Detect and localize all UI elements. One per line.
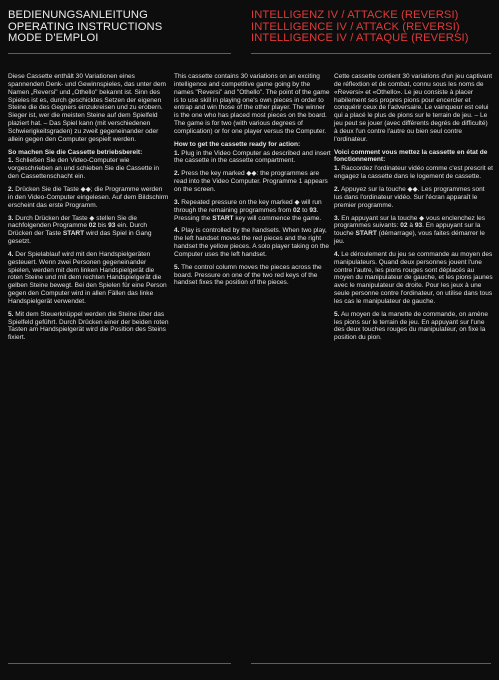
step-2 <box>334 186 493 210</box>
top-rule-left <box>8 53 231 54</box>
step-4 <box>334 251 493 306</box>
step-number: 5. <box>8 310 14 318</box>
step-text: Plug in the Video Computer as described and insert the cassette in the cassette compartment. <box>174 149 331 165</box>
intro-text: Cette cassette contient 30 variations d'un jeu captivant de réflextion et de combat, connu sous les noms de «Reversi» et «Othello». Le jeu consiste à placer habilement ses propres pions pour encercler et conquérir ceux de l'adversaire. Le vainqueur est celui qui a placé le plus de pions sur le terrain de jeu. – Le jeu peut se jouer (avec différents degrés de difficulté) à deux l'un contre l'autre ou bien seul contre l'ordinateur. <box>334 73 493 143</box>
step-5 <box>8 311 169 342</box>
step-1 <box>334 165 493 181</box>
step-number: 1. <box>174 149 180 157</box>
step-3 <box>8 215 169 246</box>
step-3 <box>334 215 493 246</box>
step-number: 2. <box>334 185 340 193</box>
step-4 <box>8 251 169 306</box>
step-text: Play is controlled by the handsets. When two play, the left handset moves the red pieces and the right handset the yellow pieces. A solo player taking on the Computer uses the left handset. <box>174 227 330 258</box>
setup-heading: Voici comment vous mettez la cassette en état de fonctionnement: <box>334 148 488 164</box>
step-number: 4. <box>174 227 180 235</box>
bottom-rule-right <box>251 663 491 664</box>
title-fr: MODE D'EMPLOI <box>8 32 99 44</box>
title-de: BEDIENUNGSANLEITUNG <box>8 9 148 21</box>
step-1 <box>8 157 169 181</box>
step-text: Drücken Sie die Taste ◆◆; die Programme werden in den Video-Computer eingelesen. Auf dem Bildschirm erscheint das erste Programm. <box>8 185 169 209</box>
step-number: 3. <box>174 198 180 206</box>
bottom-rule-left <box>8 663 231 664</box>
step-2 <box>174 170 331 194</box>
step-number: 5. <box>174 263 180 271</box>
title-en: OPERATING INSTRUCTIONS <box>8 20 163 33</box>
step-text: Appuyez sur la touche ◆◆. Les programmes sont lus dans l'ordinateur vidéo. Sur l'écran apparaît le premier programme. <box>334 185 485 209</box>
step-text: Repeated pressure on the key marked ◆ will run through the remaining programmes from 02 to 93. Pressing the START key will commence the game. <box>174 198 322 222</box>
column-english <box>174 73 331 292</box>
step-text: Mit dem Steuerknüppel werden die Steine über das Spielfeld geführt. Durch Drücken einer der beiden roten Tasten am Handspielgerät wird die Position des Steins fixiert. <box>8 310 169 342</box>
step-text: Raccordez l'ordinateur vidéo comme c'est prescrit et engagez la cassette dans le logement de cassette. <box>334 165 493 181</box>
step-text: Schließen Sie den Video-Computer wie vorgeschrieben an und schieben Sie die Cassette in den Cassettenschacht ein. <box>8 157 160 181</box>
game-title-fr: INTELLIGENCE IV / ATTAQUE (REVERSI) <box>251 32 469 44</box>
step-number: 4. <box>8 250 14 258</box>
setup-heading: So machen Sie die Cassette betriebsbereit: <box>8 148 143 156</box>
column-french <box>334 73 493 347</box>
step-number: 2. <box>8 185 14 193</box>
step-number: 5. <box>334 310 340 318</box>
header-right <box>251 10 469 45</box>
step-number: 4. <box>334 250 340 258</box>
step-5 <box>174 264 331 288</box>
header-left <box>8 10 162 45</box>
step-5 <box>334 311 493 342</box>
intro-text: This cassette contains 30 variations on an exciting intelligence and competitive game going by the names "Reversi" and "Othello". The point of the game is to use skill in playing one's own pieces in order to entrap and win those of the other player. The winner is the one who has placed most pieces on the board. The game is for two (with various degrees of complication) or for one player versus the Computer. <box>174 73 330 135</box>
game-title-en: INTELLIGENCE IV / ATTACK (REVERSI) <box>251 20 460 33</box>
step-number: 3. <box>334 214 340 222</box>
step-number: 1. <box>8 157 14 165</box>
column-german <box>8 73 169 347</box>
step-number: 2. <box>174 170 180 178</box>
step-text: Le déroulement du jeu se commande au moyen des manipulateurs. Quand deux personnes jouent l'une contre l'autre, les pions rouges sont déplacés au moyen du manipulateur de gauche, et les pions jaunes avec le manipulateur de droite. Pour les jeux à une seule personne contre l'ordinateur, on utilise dans tous les cas le manipulateur de gauche. <box>334 250 493 305</box>
intro-text: Diese Cassette enthält 30 Variationen eines spannenden Denk- und Gewinnspieles, das unter dem Namen „Reversi" und „Othello" bekannt ist. Sinn des Spieles ist es, durch geschicktes Setzen der eigenen Steine die des Gegners einzukreisen und zu erobern. Sieger ist, wer die meisten Steine auf dem Spielfeld plaziert hat. – Das Spiel kann (mit verschiedenen Schwierigkeitsgraden) zu zweit gegeneinander oder allein gegen den Computer gespielt werden. <box>8 73 166 143</box>
game-title-de: INTELLIGENZ IV / ATTACKE (REVERSI) <box>251 9 459 21</box>
step-2 <box>8 186 169 210</box>
step-number: 3. <box>8 214 14 222</box>
step-text: En appuyant sur la touche ◆ vous enclenchez les programmes suivants: 02 à 93. En appuyant sur la touche START (démarrage), vous faites démarrer le jeu. <box>334 214 485 246</box>
step-text: The control column moves the pieces across the board. Pressure on one of the two red keys of the handset fixes the position of the pieces. <box>174 263 322 287</box>
top-rule-right <box>251 53 491 54</box>
setup-heading: How to get the cassette ready for action: <box>174 140 301 148</box>
step-text: Durch Drücken der Taste ◆ stellen Sie die nachfolgenden Programme 02 bis 93 ein. Durch Drücken der Taste START wird das Spiel in Gang gesetzt. <box>8 214 152 246</box>
step-text: Press the key marked ◆◆: the programmes are read into the Video Computer. Programme 1 appears on the screen. <box>174 170 328 193</box>
step-3 <box>174 199 331 223</box>
step-4 <box>174 227 331 258</box>
step-text: Au moyen de la manette de commande, on amène les pions sur le terrain de jeu. En appuyant sur l'une des deux touches rouges du manipulateur, on fixe la position du pion. <box>334 310 488 342</box>
step-text: Der Spielablauf wird mit den Handspielgeräten gesteuert. Wenn zwei Personen gegeneinander spielen, werden mit dem linken Handspielgerät die roten Steine und mit dem rechten Handspielgerät die gelben Steine bewegt. Bei den Spielen für eine Person gegen den Computer wird in allen Fällen das linke Handspielgerät verwendet. <box>8 250 167 305</box>
step-number: 1. <box>334 165 340 173</box>
step-1 <box>174 150 331 166</box>
